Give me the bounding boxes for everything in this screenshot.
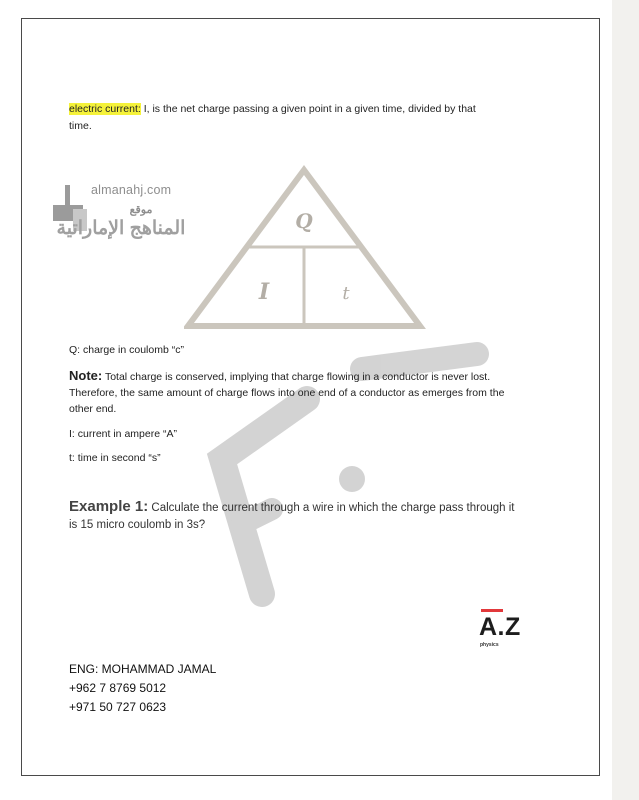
logo-accent-bar <box>481 609 503 612</box>
definition-term: electric current: <box>69 103 141 115</box>
triangle-label-t: t <box>342 283 350 304</box>
note-text-3: other end. <box>69 403 117 415</box>
example-text-2: is 15 micro coulomb in 3s? <box>69 519 206 531</box>
document-page <box>21 18 600 776</box>
contact-phone-1: +962 7 8769 5012 <box>69 681 167 695</box>
charge-triangle-diagram <box>184 164 434 329</box>
watermark-site: almanahj.com <box>91 183 172 197</box>
note-line-1 <box>69 367 579 386</box>
t-definition: t: time in second “s” <box>69 452 161 464</box>
watermark-arabic-line2: المناهج الإماراتية <box>56 218 186 239</box>
almanahj-watermark <box>51 183 191 263</box>
logo-mark: A.Z <box>479 613 521 641</box>
triangle-label-q: Q <box>295 209 313 233</box>
logo-subtitle: physics <box>480 642 499 648</box>
example-line-1 <box>69 498 589 517</box>
definition-line-1 <box>69 101 569 118</box>
example-title: Example 1: <box>69 498 149 515</box>
q-definition: Q: charge in coulomb “c” <box>69 344 184 356</box>
definition-text-1: I, is the net charge passing a given point in a given time, divided by that <box>140 103 476 115</box>
i-definition: I: current in ampere “A” <box>69 428 177 440</box>
triangle-label-i: I <box>258 279 270 305</box>
side-margin-strip <box>612 0 639 800</box>
contact-name: ENG: MOHAMMAD JAMAL <box>69 662 217 676</box>
definition-text-2: time. <box>69 120 92 132</box>
example-text-1: Calculate the current through a wire in which the charge pass through it <box>148 502 515 514</box>
az-physics-logo <box>477 609 547 659</box>
note-text-2: Therefore, the same amount of charge flows into one end of a conductor as emerges from the <box>69 387 505 399</box>
contact-phone-2: +971 50 727 0623 <box>69 700 167 714</box>
note-label: Note: <box>69 368 103 383</box>
note-text-1: Total charge is conserved, implying that charge flowing in a conductor is never lost. <box>102 371 491 383</box>
watermark-arabic-line1: موقع <box>129 204 153 216</box>
